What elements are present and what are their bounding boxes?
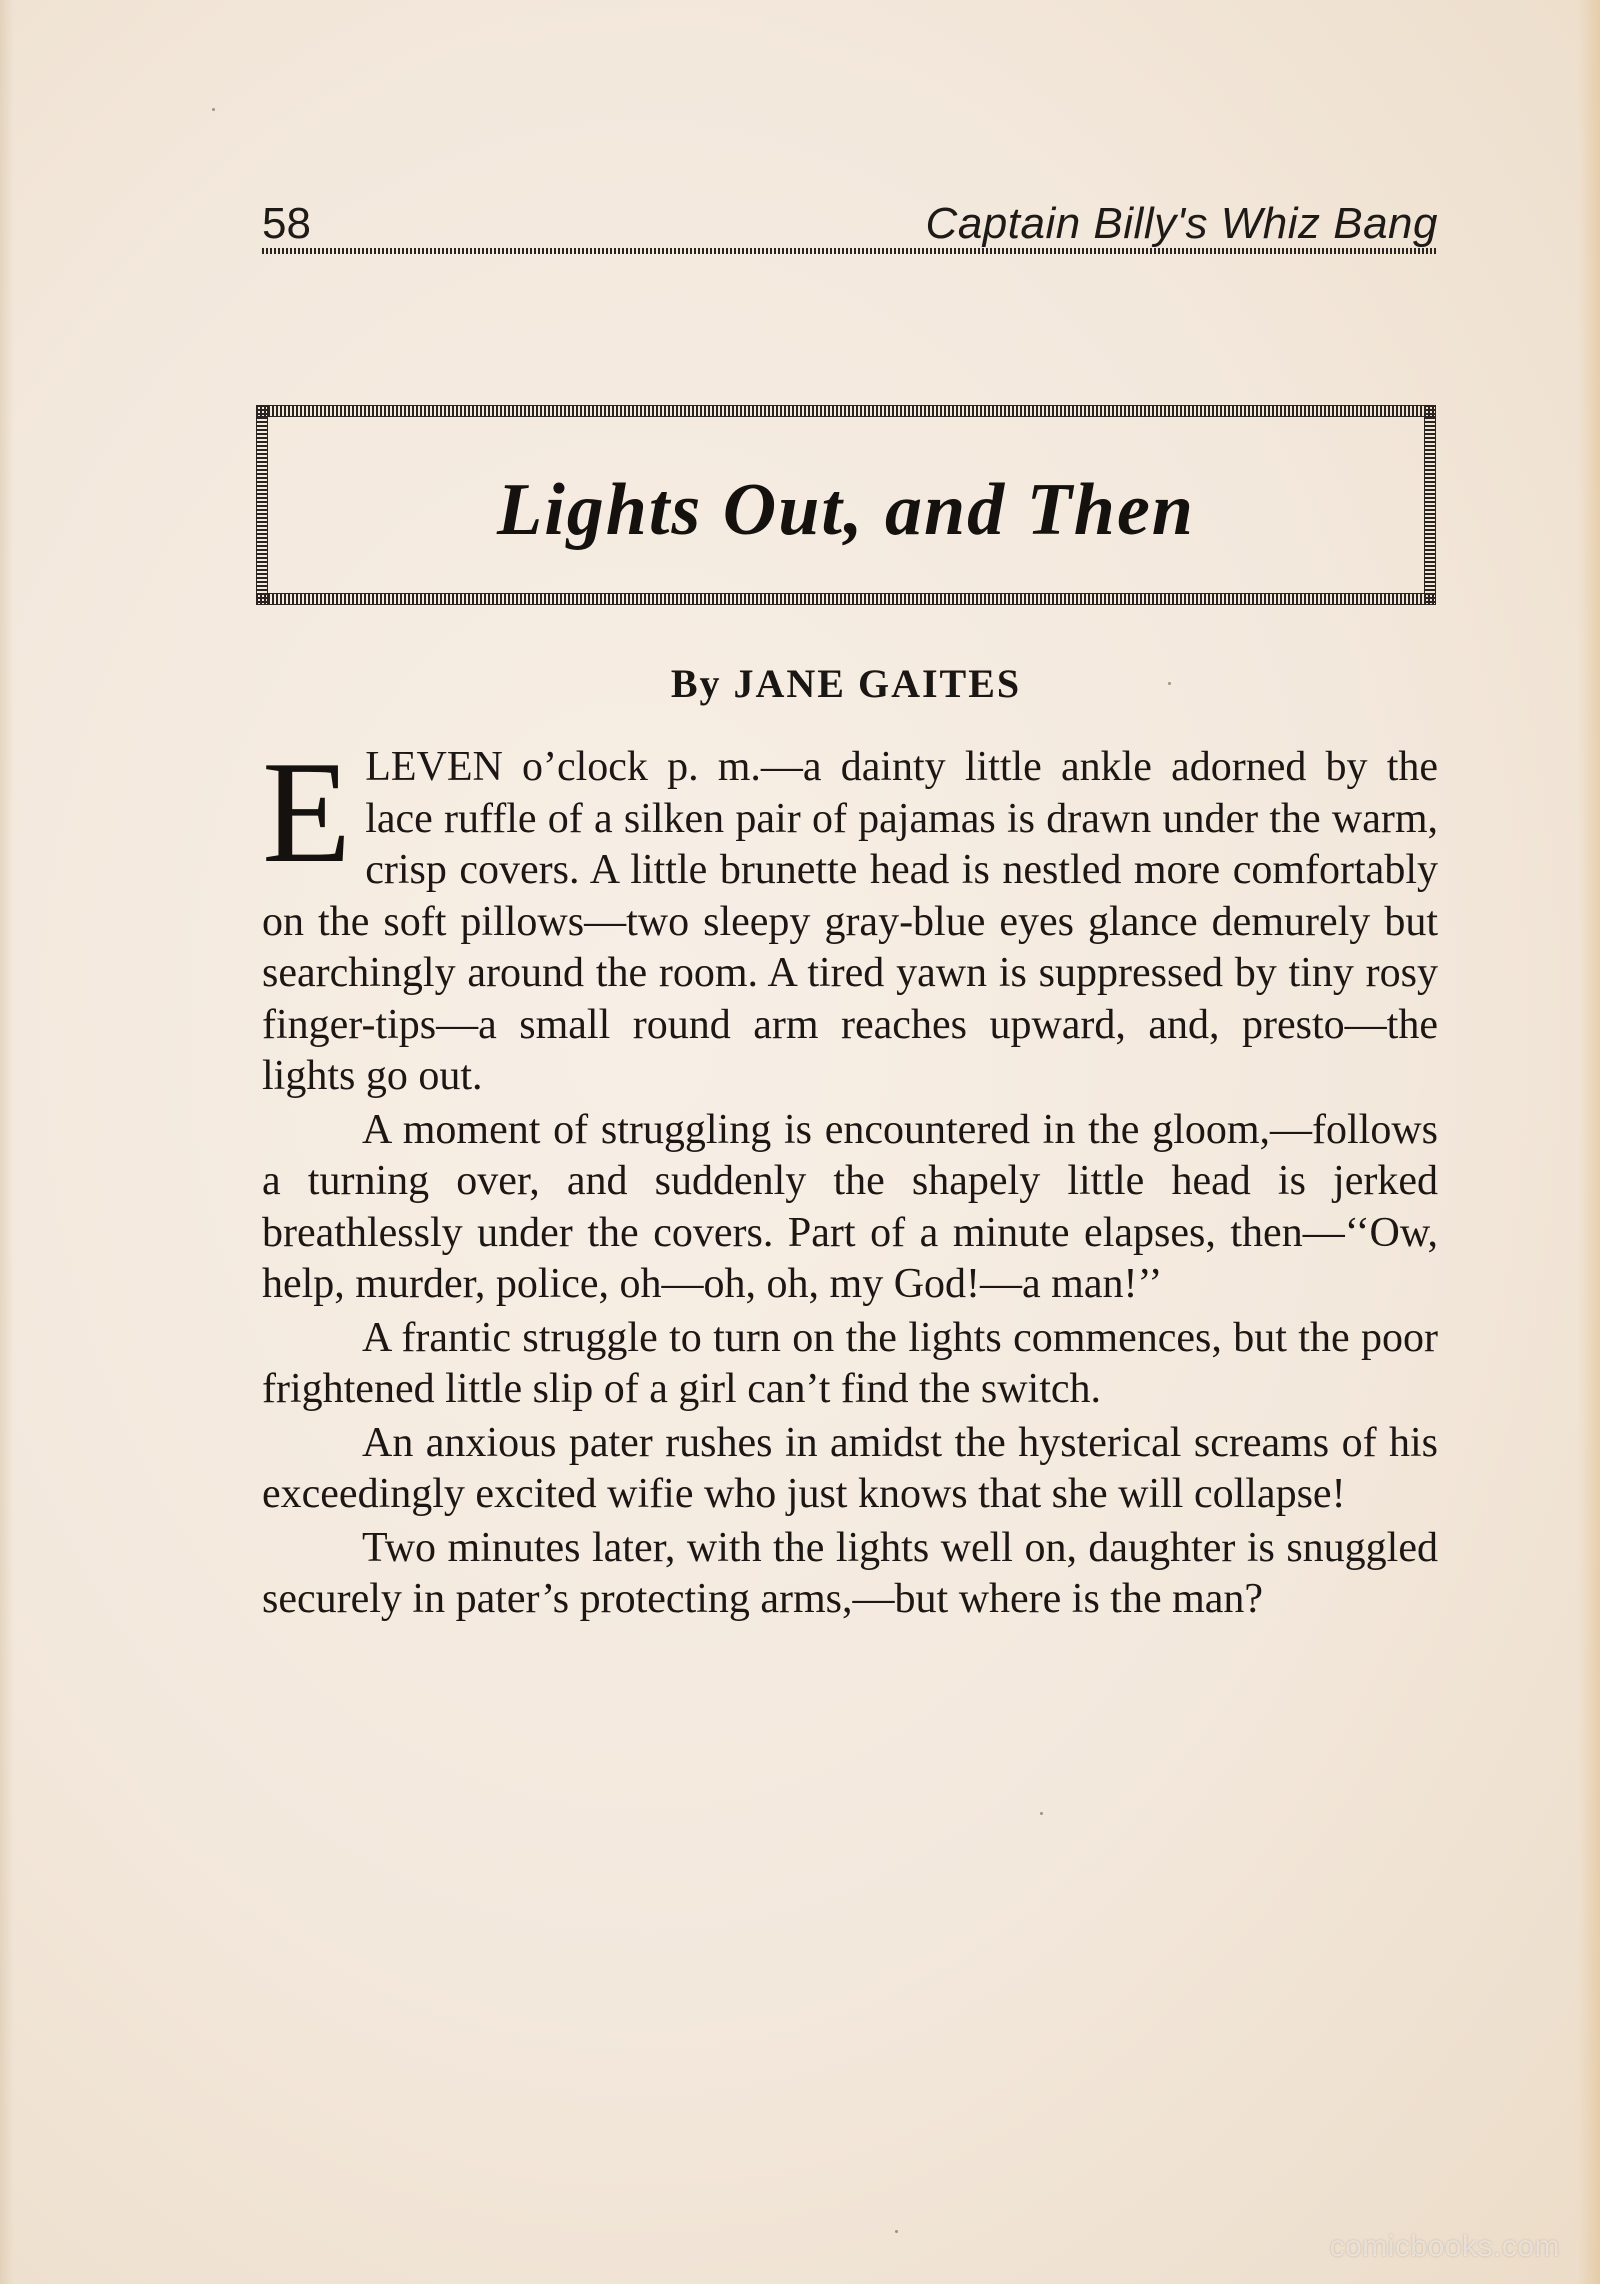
title-box-border-top bbox=[256, 405, 1436, 417]
drop-cap: E bbox=[262, 731, 352, 893]
paragraph-4: An anxious pater rushes in amidst the hysterical screams of his exceedingly excited wifie who just knows that she will collapse! bbox=[262, 1419, 1438, 1517]
page-number: 58 bbox=[262, 199, 311, 248]
paper-speck bbox=[1168, 682, 1171, 685]
story-body bbox=[262, 731, 1438, 1628]
paragraph-2: A moment of struggling is encountered in the gloom,—follows a turning over, and suddenly the shapely little head is jerked breathlessly under the covers. Part of a minute elapses, then—‘‘Ow, help, murder, police, oh—oh, oh, my God!—a man!’’ bbox=[262, 1106, 1438, 1307]
byline: By JANE GAITES bbox=[670, 661, 1022, 706]
page-edge-shadow-left bbox=[0, 0, 14, 2284]
watermark: comicbooks.com bbox=[1329, 2230, 1560, 2263]
paragraph-1-text: LEVEN o’clock p. m.—a dainty little ankle adorned by the lace ruffle of a silken pair of pajamas is drawn under the warm, crisp covers. A little brunette head is nestled more comfortably on the soft pillows—two sleepy gray-blue eyes glance demurely but searchingly around the room. A tired yawn is suppressed by tiny rosy finger-tips—a small round arm reaches upward, and, presto—the lights go out. bbox=[262, 744, 1438, 1099]
running-header bbox=[262, 190, 1438, 254]
paper-speck bbox=[895, 2230, 898, 2233]
paragraph-1 bbox=[262, 731, 1438, 1103]
paper-speck bbox=[212, 108, 215, 111]
story-title: Lights Out, and Then bbox=[497, 469, 1195, 551]
page-edge-shadow-right bbox=[1578, 0, 1600, 2284]
paragraph-3: A frantic struggle to turn on the lights commences, but the poor frightened little slip of a girl can’t find the switch. bbox=[262, 1314, 1438, 1412]
magazine-title: Captain Billy's Whiz Bang bbox=[925, 199, 1438, 248]
paper-speck bbox=[1040, 1812, 1043, 1815]
title-box-border-bottom bbox=[256, 593, 1436, 605]
header-rule bbox=[262, 248, 1438, 254]
paragraph-5: Two minutes later, with the lights well on, daughter is snuggled securely in pater’s protecting arms,—but where is the man? bbox=[262, 1524, 1438, 1622]
title-box bbox=[256, 405, 1436, 605]
